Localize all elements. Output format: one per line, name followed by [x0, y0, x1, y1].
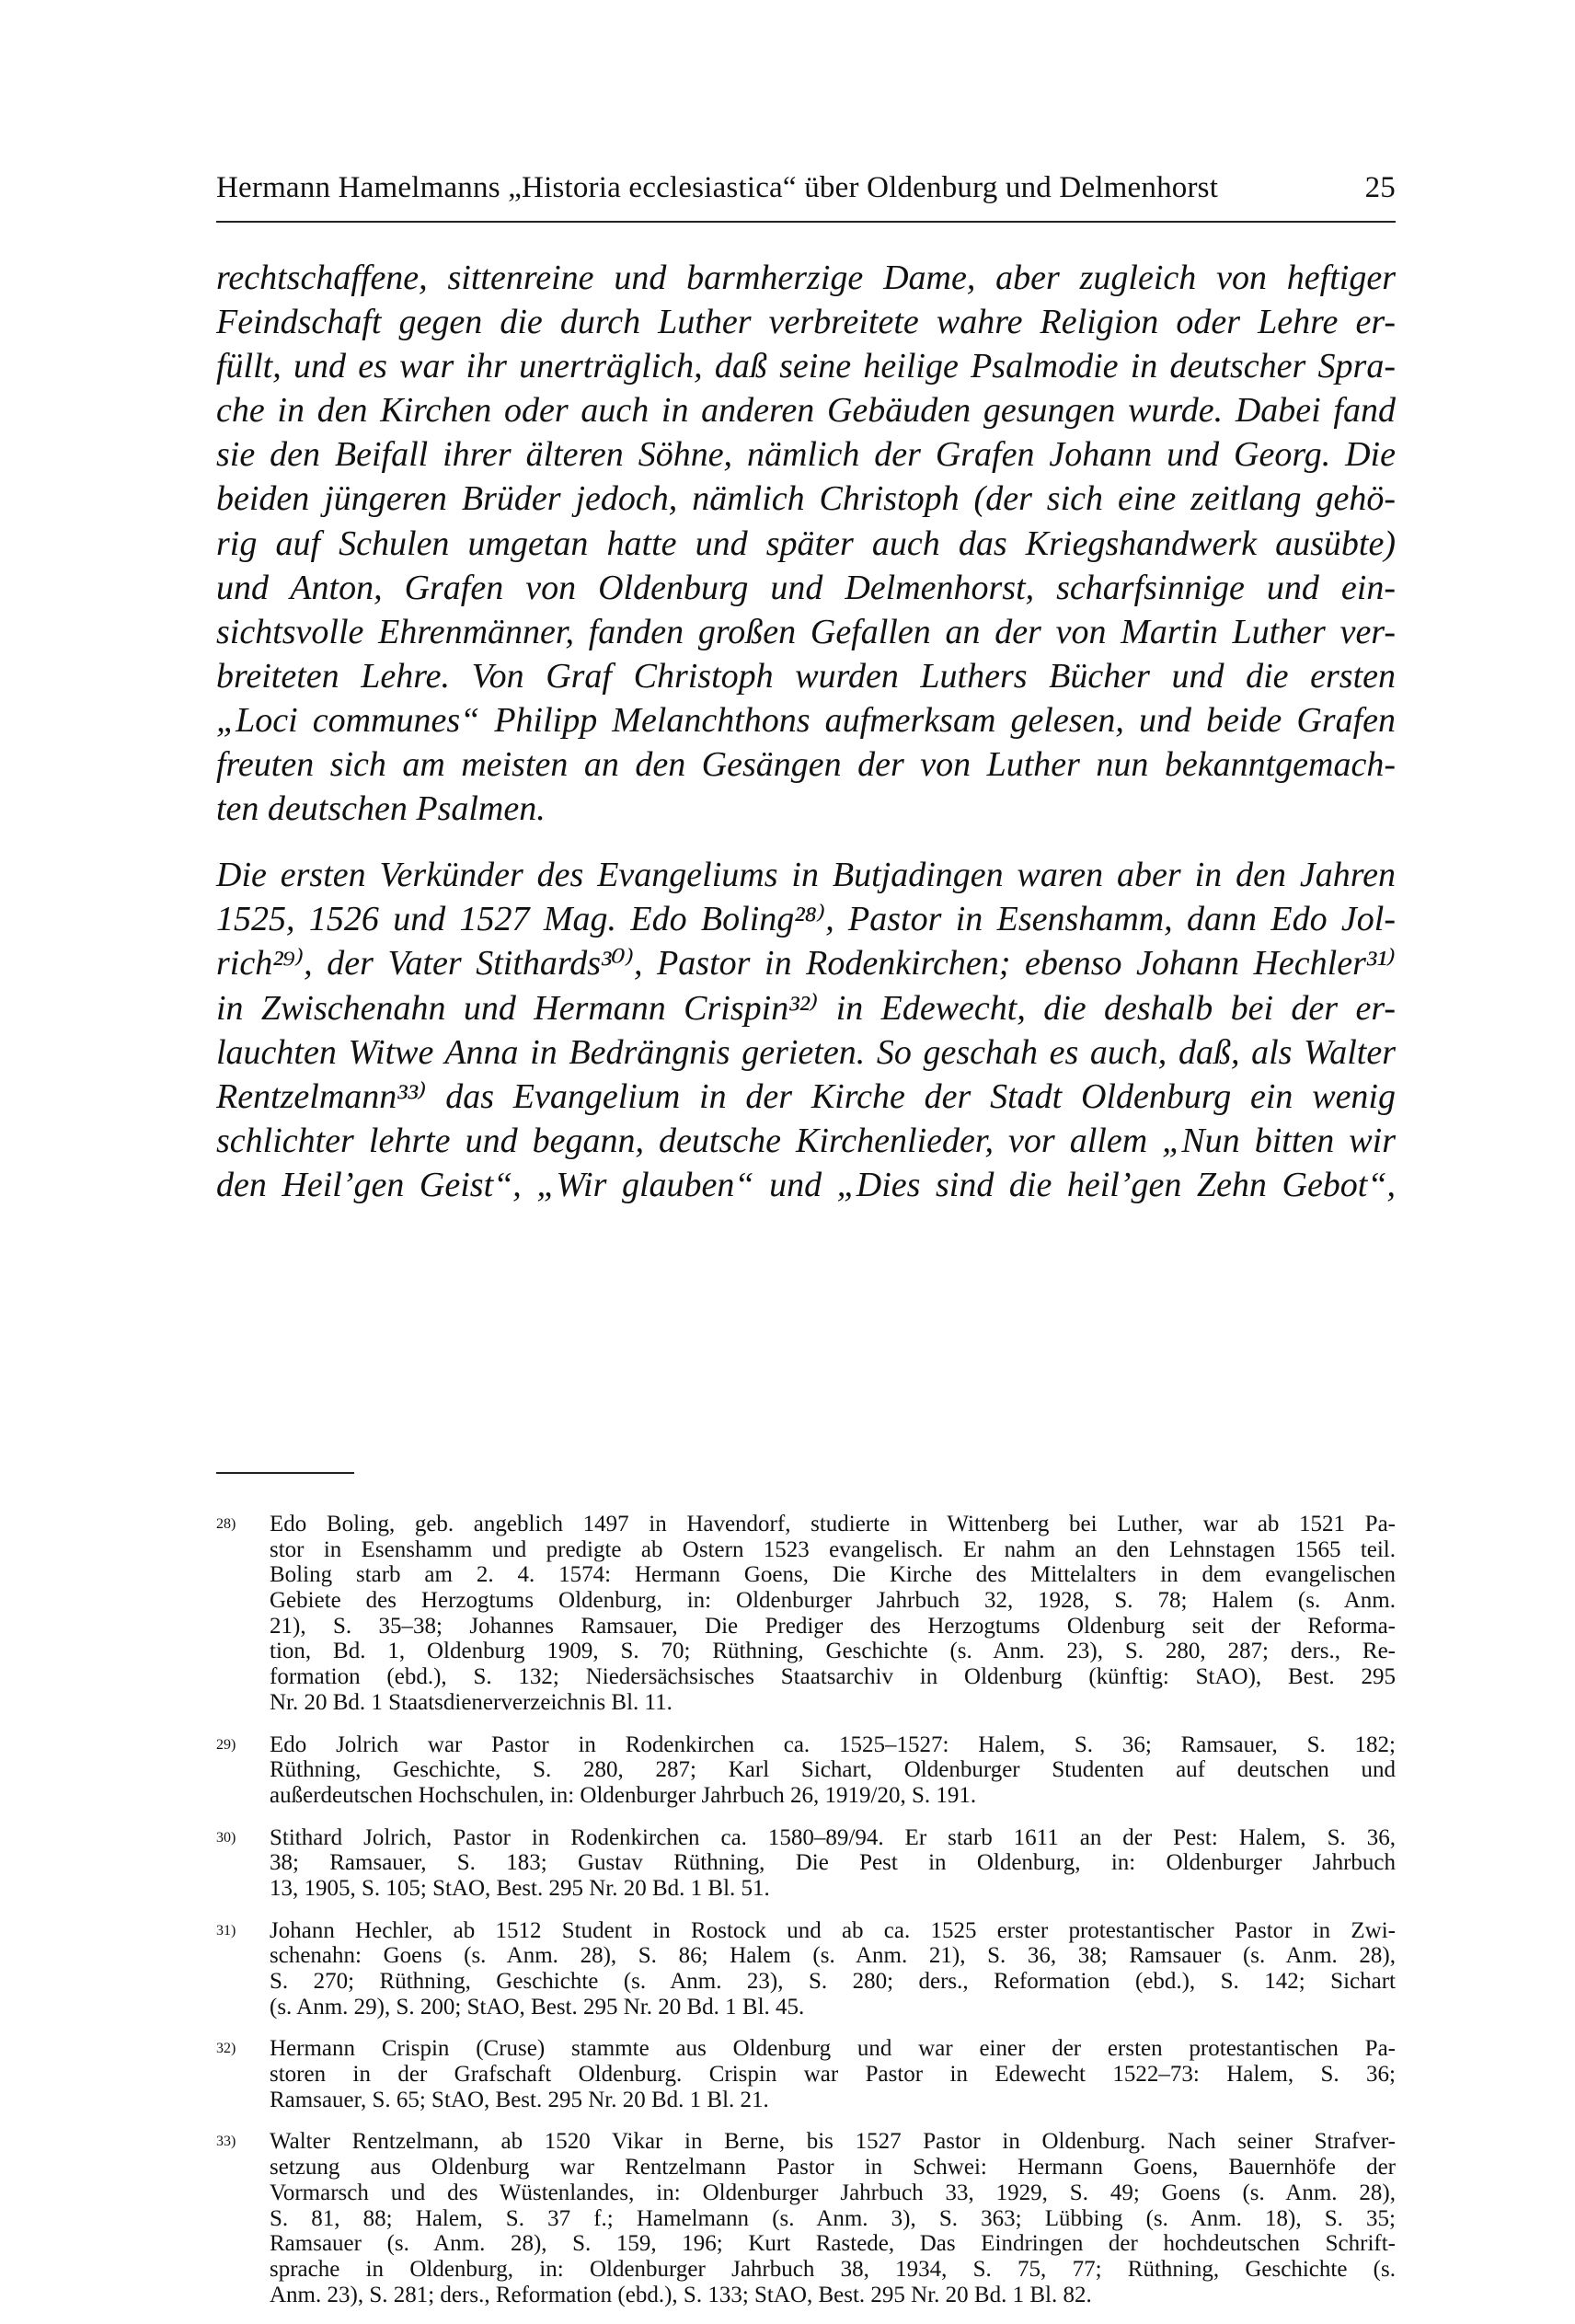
footnote-line: Gebiete des Herzogtums Oldenburg, in: Oldenburger Jahrbuch 32, 1928, S. 78; Halem (s. Anm. — [270, 1588, 1396, 1614]
paragraph — [216, 853, 1396, 1207]
footnote-line: Johann Hechler, ab 1512 Student in Rostock und ab ca. 1525 erster protestantischer Pastor in Zwi- — [270, 1917, 1396, 1943]
footnote-line: formation (ebd.), S. 132; Niedersächsisches Staatsarchiv in Oldenburg (künftig: StAO), Best. 295 — [270, 1664, 1396, 1690]
footnote-line: 21), S. 35–38; Johannes Ramsauer, Die Prediger des Herzogtums Oldenburg seit der Reforma- — [270, 1613, 1396, 1639]
text-line: und Anton, Grafen von Oldenburg und Delmenhorst, scharfsinnige und ein- — [216, 568, 1396, 607]
footnote-text — [270, 2129, 1396, 2307]
footnote-line: (s. Anm. 29), S. 200; StAO, Best. 295 Nr. 20 Bd. 1 Bl. 45. — [270, 1994, 805, 2019]
paragraph — [216, 256, 1396, 831]
text-line: Feindschaft gegen die durch Luther verbreitete wahre Religion oder Lehre er- — [216, 303, 1396, 342]
text-line: „Loci communes“ Philipp Melanchthons aufmerksam gelesen, und beide Grafen — [216, 700, 1396, 740]
text-line: in Zwischenahn und Hermann Crispin³²⁾ in Edewecht, die deshalb bei der er- — [216, 988, 1396, 1028]
text-line: rechtschaffene, sittenreine und barmherzige Dame, aber zugleich von heftiger — [216, 259, 1396, 297]
text-line: sichtsvolle Ehrenmänner, fanden großen Gefallen an der von Martin Luther ver- — [216, 612, 1396, 651]
text-line: den Heil’gen Geist“, „Wir glauben“ und „Dies sind die heil’gen Zehn Gebot“, — [216, 1165, 1396, 1204]
main-text — [216, 256, 1396, 1207]
footnote-33 — [216, 2129, 1396, 2307]
footnote-number: 29) — [216, 1736, 236, 1753]
footnote-number: 32) — [216, 2041, 236, 2057]
footnote-line: Walter Rentzelmann, ab 1520 Vikar in Berne, bis 1527 Pastor in Oldenburg. Nach seiner Strafver- — [270, 2129, 1396, 2155]
text-line: rich²⁹⁾, der Vater Stithards³⁰⁾, Pastor in Rodenkirchen; ebenso Johann Hechler³¹⁾ — [216, 944, 1396, 984]
text-line: 1525, 1526 und 1527 Mag. Edo Boling²⁸⁾, Pastor in Esenshamm, dann Edo Jol- — [216, 900, 1396, 939]
footnote-text — [270, 2036, 1396, 2112]
footnote-number: 28) — [216, 1516, 236, 1532]
footnote-text — [270, 1918, 1396, 2020]
footnote-text — [270, 1825, 1396, 1902]
text-line: sie den Beifall ihrer älteren Söhne, nämlich der Grafen Johann und Georg. Die — [216, 435, 1396, 475]
footnote-number: 33) — [216, 2134, 236, 2150]
footnote-line: schenahn: Goens (s. Anm. 28), S. 86; Halem (s. Anm. 21), S. 36, 38; Ramsauer (s. Anm. 28), — [270, 1943, 1396, 1969]
text-line: breiteten Lehre. Von Graf Christoph wurden Luthers Bücher und die ersten — [216, 656, 1396, 696]
text-line: schlichter lehrte und begann, deutsche Kirchenlieder, vor allem „Nun bitten wir — [216, 1121, 1396, 1160]
footnote-number: 30) — [216, 1829, 236, 1846]
text-line: freuten sich am meisten an den Gesängen der von Luther nun bekanntgemach- — [216, 745, 1396, 785]
footnote-text — [270, 1732, 1396, 1809]
footnote-line: S. 270; Rüthning, Geschichte (s. Anm. 23), S. 280; ders., Reformation (ebd.), S. 142; Sichart — [270, 1969, 1396, 1994]
text-line: lauchten Witwe Anna in Bedrängnis gerieten. So geschah es auch, daß, als Walter — [216, 1032, 1396, 1072]
footnote-line: Edo Boling, geb. angeblich 1497 in Havendorf, studierte in Wittenberg bei Luther, war ab 1521 Pa- — [270, 1512, 1396, 1536]
footnotes — [216, 1512, 1396, 2324]
footnote-line: 13, 1905, S. 105; StAO, Best. 295 Nr. 20 Bd. 1 Bl. 51. — [270, 1875, 770, 1901]
footnote-line: storen in der Grafschaft Oldenburg. Crispin war Pastor in Edewecht 1522–73: Halem, S. 36; — [270, 2062, 1396, 2088]
footnote-line: Ramsauer (s. Anm. 28), S. 159, 196; Kurt Rastede, Das Eindringen der hochdeutschen Schrift- — [270, 2231, 1396, 2257]
footnote-line: Hermann Crispin (Cruse) stammte aus Oldenburg und war einer der ersten protestantischen Pa- — [270, 2036, 1396, 2062]
footnote-line: tion, Bd. 1, Oldenburg 1909, S. 70; Rüthning, Geschichte (s. Anm. 23), S. 280, 287; ders., Re- — [270, 1639, 1396, 1664]
footnote-line: Edo Jolrich war Pastor in Rodenkirchen ca. 1525–1527: Halem, S. 36; Ramsauer, S. 182; — [270, 1731, 1396, 1757]
footnote-line: sprache in Oldenburg, in: Oldenburger Jahrbuch 38, 1934, S. 75, 77; Rüthning, Geschichte (s. — [270, 2256, 1396, 2282]
page-number: 25 — [1364, 171, 1396, 204]
footnote-30 — [216, 1825, 1396, 1902]
text-line: Die ersten Verkünder des Evangeliums in Butjadingen waren aber in den Jahren — [216, 856, 1396, 895]
footnote-line: Boling starb am 2. 4. 1574: Hermann Goens, Die Kirche des Mittelalters in dem evangelischen — [270, 1562, 1396, 1588]
footnote-line: Ramsauer, S. 65; StAO, Best. 295 Nr. 20 Bd. 1 Bl. 21. — [270, 2087, 769, 2112]
footnote-28 — [216, 1512, 1396, 1716]
text-line: füllt, und es war ihr unerträglich, daß seine heilige Psalmodie in deutscher Spra- — [216, 347, 1396, 386]
header-rule — [216, 221, 1396, 223]
text-line: rig auf Schulen umgetan hatte und später auch das Kriegshandwerk ausübte) — [216, 523, 1396, 563]
footnote-line: S. 81, 88; Halem, S. 37 f.; Hamelmann (s. Anm. 3), S. 363; Lübbing (s. Anm. 18), S. 35; — [270, 2205, 1396, 2231]
footnote-line: 38; Ramsauer, S. 183; Gustav Rüthning, Die Pest in Oldenburg, in: Oldenburger Jahrbuch — [270, 1850, 1396, 1876]
footnote-line: Stithard Jolrich, Pastor in Rodenkirchen ca. 1580–89/94. Er starb 1611 an der Pest: Halem, S. 36, — [270, 1824, 1396, 1850]
running-title: Hermann Hamelmanns „Historia ecclesiastica“ über Oldenburg und Delmenhorst — [216, 171, 1219, 204]
footnote-number: 31) — [216, 1922, 236, 1939]
footnote-rule — [216, 1472, 354, 1474]
footnote-line: Vormarsch und des Wüstenlandes, in: Oldenburger Jahrbuch 33, 1929, S. 49; Goens (s. Anm. 28), — [270, 2180, 1396, 2205]
running-head — [216, 171, 1396, 215]
footnote-line: Anm. 23), S. 281; ders., Reformation (ebd.), S. 133; StAO, Best. 295 Nr. 20 Bd. 1 Bl. 82. — [270, 2282, 1092, 2307]
text-line: ten deutschen Psalmen. — [216, 789, 546, 829]
footnote-line: außerdeutschen Hochschulen, in: Oldenburger Jahrbuch 26, 1919/20, S. 191. — [270, 1782, 977, 1808]
footnote-line: setzung aus Oldenburg war Rentzelmann Pastor in Schwei: Hermann Goens, Bauernhöfe der — [270, 2155, 1396, 2180]
footnote-line: Rüthning, Geschichte, S. 280, 287; Karl Sichart, Oldenburger Studenten auf deutschen und — [270, 1757, 1396, 1783]
paragraph-gap — [216, 831, 1396, 853]
footnote-text — [270, 1512, 1396, 1716]
text-line: beiden jüngeren Brüder jedoch, nämlich Christoph (der sich eine zeitlang gehö- — [216, 479, 1396, 519]
footnote-31 — [216, 1918, 1396, 2020]
footnote-line: Nr. 20 Bd. 1 Staatsdienerverzeichnis Bl. 11. — [270, 1689, 673, 1715]
footnote-29 — [216, 1732, 1396, 1809]
footnote-32 — [216, 2036, 1396, 2112]
text-line: che in den Kirchen oder auch in anderen Gebäuden gesungen wurde. Dabei fand — [216, 391, 1396, 431]
text-line: Rentzelmann³³⁾ das Evangelium in der Kirche der Stadt Oldenburg ein wenig — [216, 1076, 1396, 1116]
footnote-line: stor in Esenshamm und predigte ab Ostern 1523 evangelisch. Er nahm an den Lehnstagen 1565 teil. — [270, 1536, 1396, 1562]
